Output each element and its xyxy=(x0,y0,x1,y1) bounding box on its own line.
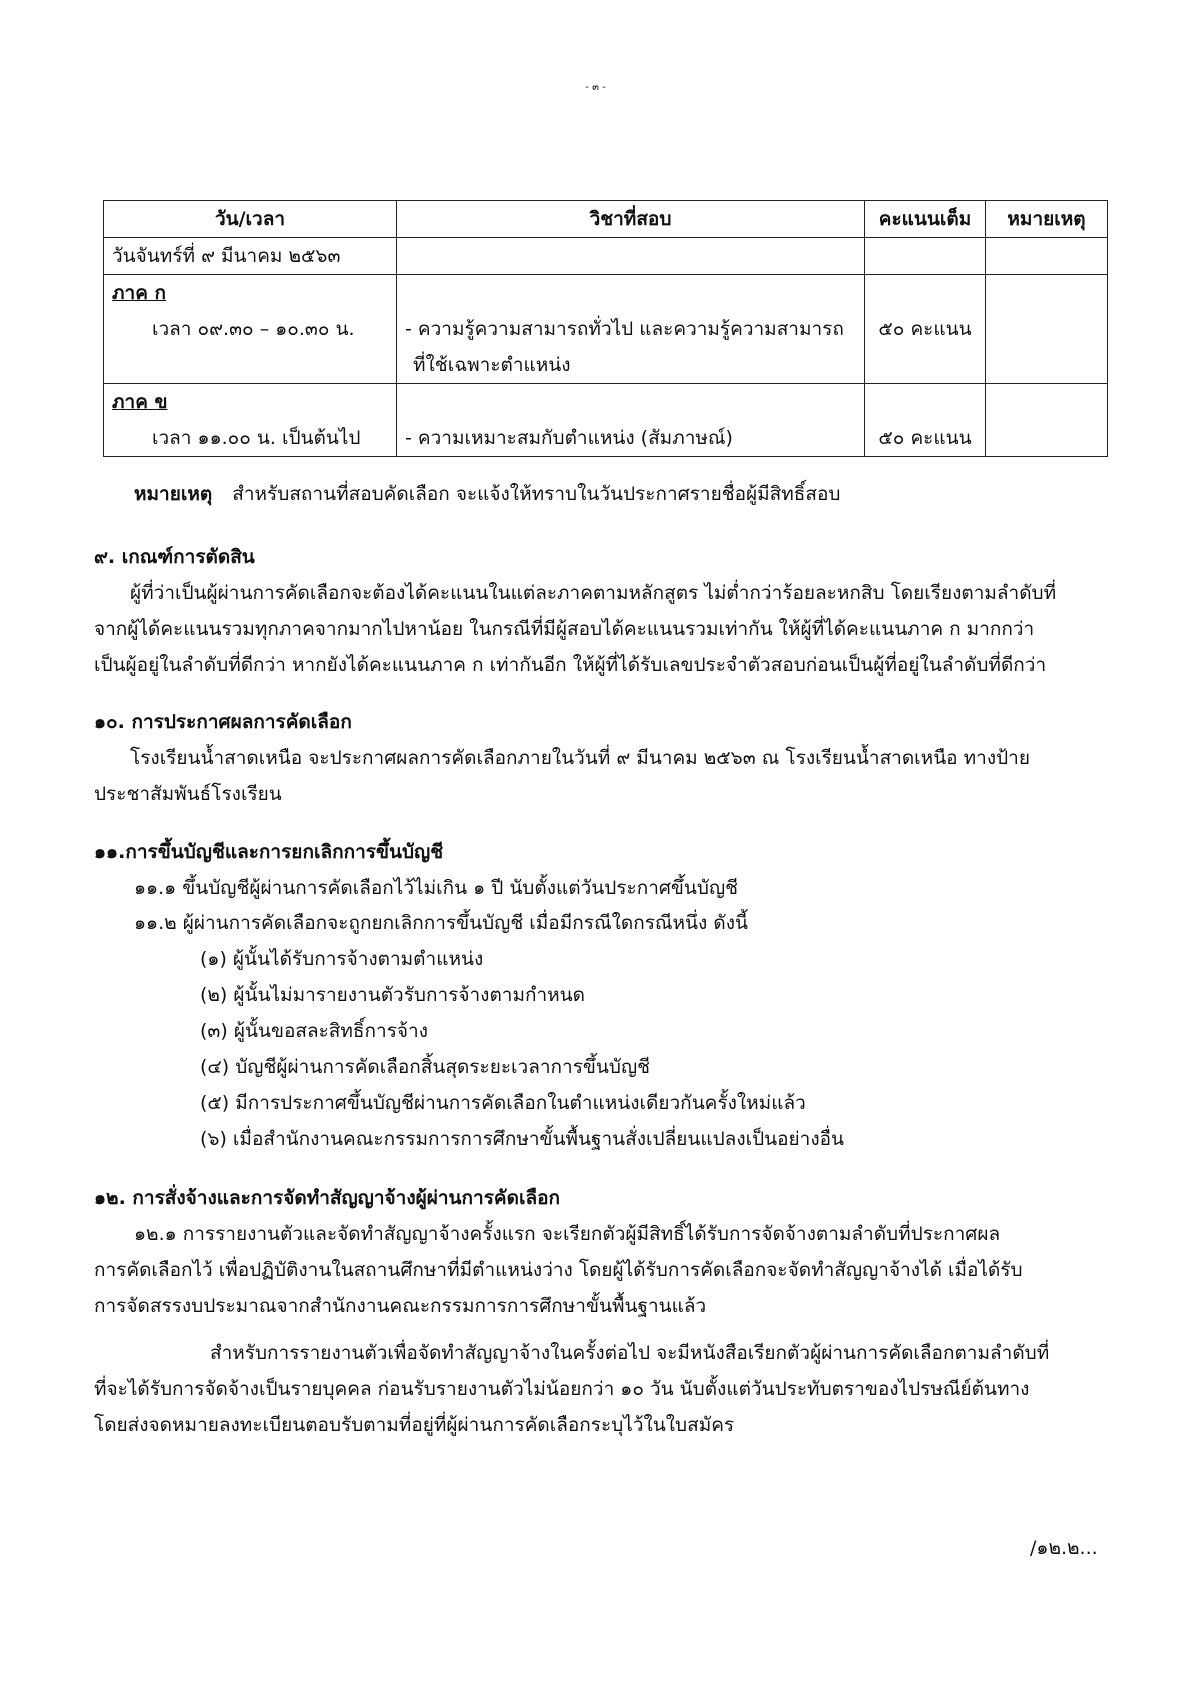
section-9-line2: จากผู้ได้คะแนนรวมทุกภาคจากมากไปหาน้อย ในกรณีที่มีผู้สอบได้คะแนนรวมเท่ากัน ให้ผู้ที่ได้คะแนนภาค ก มากกว่า xyxy=(94,618,1035,640)
part-a-subject-line2: ที่ใช้เฉพาะตำแหน่ง xyxy=(413,354,571,376)
exam-schedule-table xyxy=(103,200,1108,457)
table-note xyxy=(134,479,840,509)
section-11-subitem-4: (๔) บัญชีผู้ผ่านการคัดเลือกสิ้นสุดระยะเวลาการขึ้นบัญชี xyxy=(200,1056,651,1078)
section-9-line3: เป็นผู้อยู่ในลำดับที่ดีกว่า หากยังได้คะแนนภาค ก เท่ากันอีก ให้ผู้ที่ได้รับเลขประจำตัวสอบก่อนเป็นผู้ที่อยู่ในลำดับที่ดีกว่า xyxy=(94,654,1047,676)
part-a-score: ๕๐ คะแนน xyxy=(878,318,972,340)
continuation-marker: /๑๒.๒... xyxy=(1030,1537,1098,1559)
section-11-item1: ๑๑.๑ ขึ้นบัญชีผู้ผ่านการคัดเลือกไว้ไม่เกิน ๑ ปี นับตั้งแต่วันประกาศขึ้นบัญชี xyxy=(134,877,739,899)
section-10-line2: ประชาสัมพันธ์โรงเรียน xyxy=(94,783,282,805)
part-a-time: เวลา ๐๙.๓๐ – ๑๐.๓๐ น. xyxy=(152,318,355,340)
page-number: - ๓ - xyxy=(585,82,606,93)
part-a-subject-line1: - ความรู้ความสามารถทั่วไป และความรู้ความสามารถ xyxy=(405,318,844,340)
note-text: สำหรับสถานที่สอบคัดเลือก จะแจ้งให้ทราบในวันประกาศรายชื่อผู้มีสิทธิ์สอบ xyxy=(232,483,841,505)
table-row-part-a xyxy=(104,275,1108,384)
section-12-p1-line2: การคัดเลือกไว้ เพื่อปฏิบัติงานในสถานศึกษาที่มีตำแหน่งว่าง โดยผู้ได้รับการคัดเลือกจะจัดทำสัญญาจ้างได้ เมื่อได้รับ xyxy=(94,1259,1023,1281)
section-12-heading: ๑๒. การสั่งจ้างและการจัดทำสัญญาจ้างผู้ผ่านการคัดเลือก xyxy=(94,1187,561,1209)
section-11-heading: ๑๑.การขึ้นบัญชีและการยกเลิกการขึ้นบัญชี xyxy=(94,841,444,863)
section-12-p1-line1: ๑๒.๑ การรายงานตัวและจัดทำสัญญาจ้างครั้งแรก จะเรียกตัวผู้มีสิทธิ์ได้รับการจัดจ้างตามลำดับที่ประกาศผล xyxy=(134,1223,1001,1245)
part-a-label: ภาค ก xyxy=(112,282,167,304)
section-11-subitem-1: (๑) ผู้นั้นได้รับการจ้างตามตำแหน่ง xyxy=(200,948,484,970)
table-header-row xyxy=(104,201,1108,238)
section-9-line1: ผู้ที่ว่าเป็นผู้ผ่านการคัดเลือกจะต้องได้คะแนนในแต่ละภาคตามหลักสูตร ไม่ต่ำกว่าร้อยละหกสิบ โดยเรียงตามลำดับที่ xyxy=(130,582,1057,604)
part-b-subject: - ความเหมาะสมกับตำแหน่ง (สัมภาษณ์) xyxy=(405,427,733,449)
header-remark: หมายเหตุ xyxy=(986,201,1108,238)
section-11-subitem-2: (๒) ผู้นั้นไม่มารายงานตัวรับการจ้างตามกำหนด xyxy=(200,984,586,1006)
section-10-heading: ๑๐. การประกาศผลการคัดเลือก xyxy=(94,711,352,733)
header-full-score: คะแนนเต็ม xyxy=(865,201,986,238)
note-label: หมายเหตุ xyxy=(134,483,213,505)
section-11-subitem-5: (๕) มีการประกาศขึ้นบัญชีผ่านการคัดเลือกในตำแหน่งเดียวกันครั้งใหม่แล้ว xyxy=(200,1092,806,1114)
table-row-date xyxy=(104,238,1108,275)
section-10-line1: โรงเรียนน้ำสาดเหนือ จะประกาศผลการคัดเลือกภายในวันที่ ๙ มีนาคม ๒๕๖๓ ณ โรงเรียนน้ำสาดเหนือ ทางป้าย xyxy=(130,747,1030,769)
section-11-subitem-3: (๓) ผู้นั้นขอสละสิทธิ์การจ้าง xyxy=(200,1020,428,1042)
part-b-time: เวลา ๑๑.๐๐ น. เป็นต้นไป xyxy=(152,427,361,449)
part-b-score: ๕๐ คะแนน xyxy=(878,427,972,449)
part-b-label: ภาค ข xyxy=(112,391,168,413)
table-row-part-b xyxy=(104,384,1108,457)
section-12-p2-line3: โดยส่งจดหมายลงทะเบียนตอบรับตามที่อยู่ที่ผู้ผ่านการคัดเลือกระบุไว้ในใบสมัคร xyxy=(94,1414,735,1436)
section-11-item2: ๑๑.๒ ผู้ผ่านการคัดเลือกจะถูกยกเลิกการขึ้นบัญชี เมื่อมีกรณีใดกรณีหนึ่ง ดังนี้ xyxy=(134,912,748,934)
header-datetime: วัน/เวลา xyxy=(104,201,397,238)
header-subject: วิชาที่สอบ xyxy=(397,201,865,238)
section-12-p2-line2: ที่จะได้รับการจัดจ้างเป็นรายบุคคล ก่อนรับรายงานตัวไม่น้อยกว่า ๑๐ วัน นับตั้งแต่วันประทับตราของไปรษณีย์ต้นทาง xyxy=(94,1378,1030,1400)
section-11-subitem-6: (๖) เมื่อสำนักงานคณะกรรมการการศึกษาขั้นพื้นฐานสั่งเปลี่ยนแปลงเป็นอย่างอื่น xyxy=(200,1128,845,1150)
section-12-p1-line3: การจัดสรรงบประมาณจากสำนักงานคณะกรรมการการศึกษาขั้นพื้นฐานแล้ว xyxy=(94,1295,707,1317)
exam-date: วันจันทร์ที่ ๙ มีนาคม ๒๕๖๓ xyxy=(104,238,397,275)
section-9-heading: ๙. เกณฑ์การตัดสิน xyxy=(94,546,255,568)
section-12-p2-line1: สำหรับการรายงานตัวเพื่อจัดทำสัญญาจ้างในครั้งต่อไป จะมีหนังสือเรียกตัวผู้ผ่านการคัดเลือกตามลำดับที่ xyxy=(210,1342,1050,1364)
